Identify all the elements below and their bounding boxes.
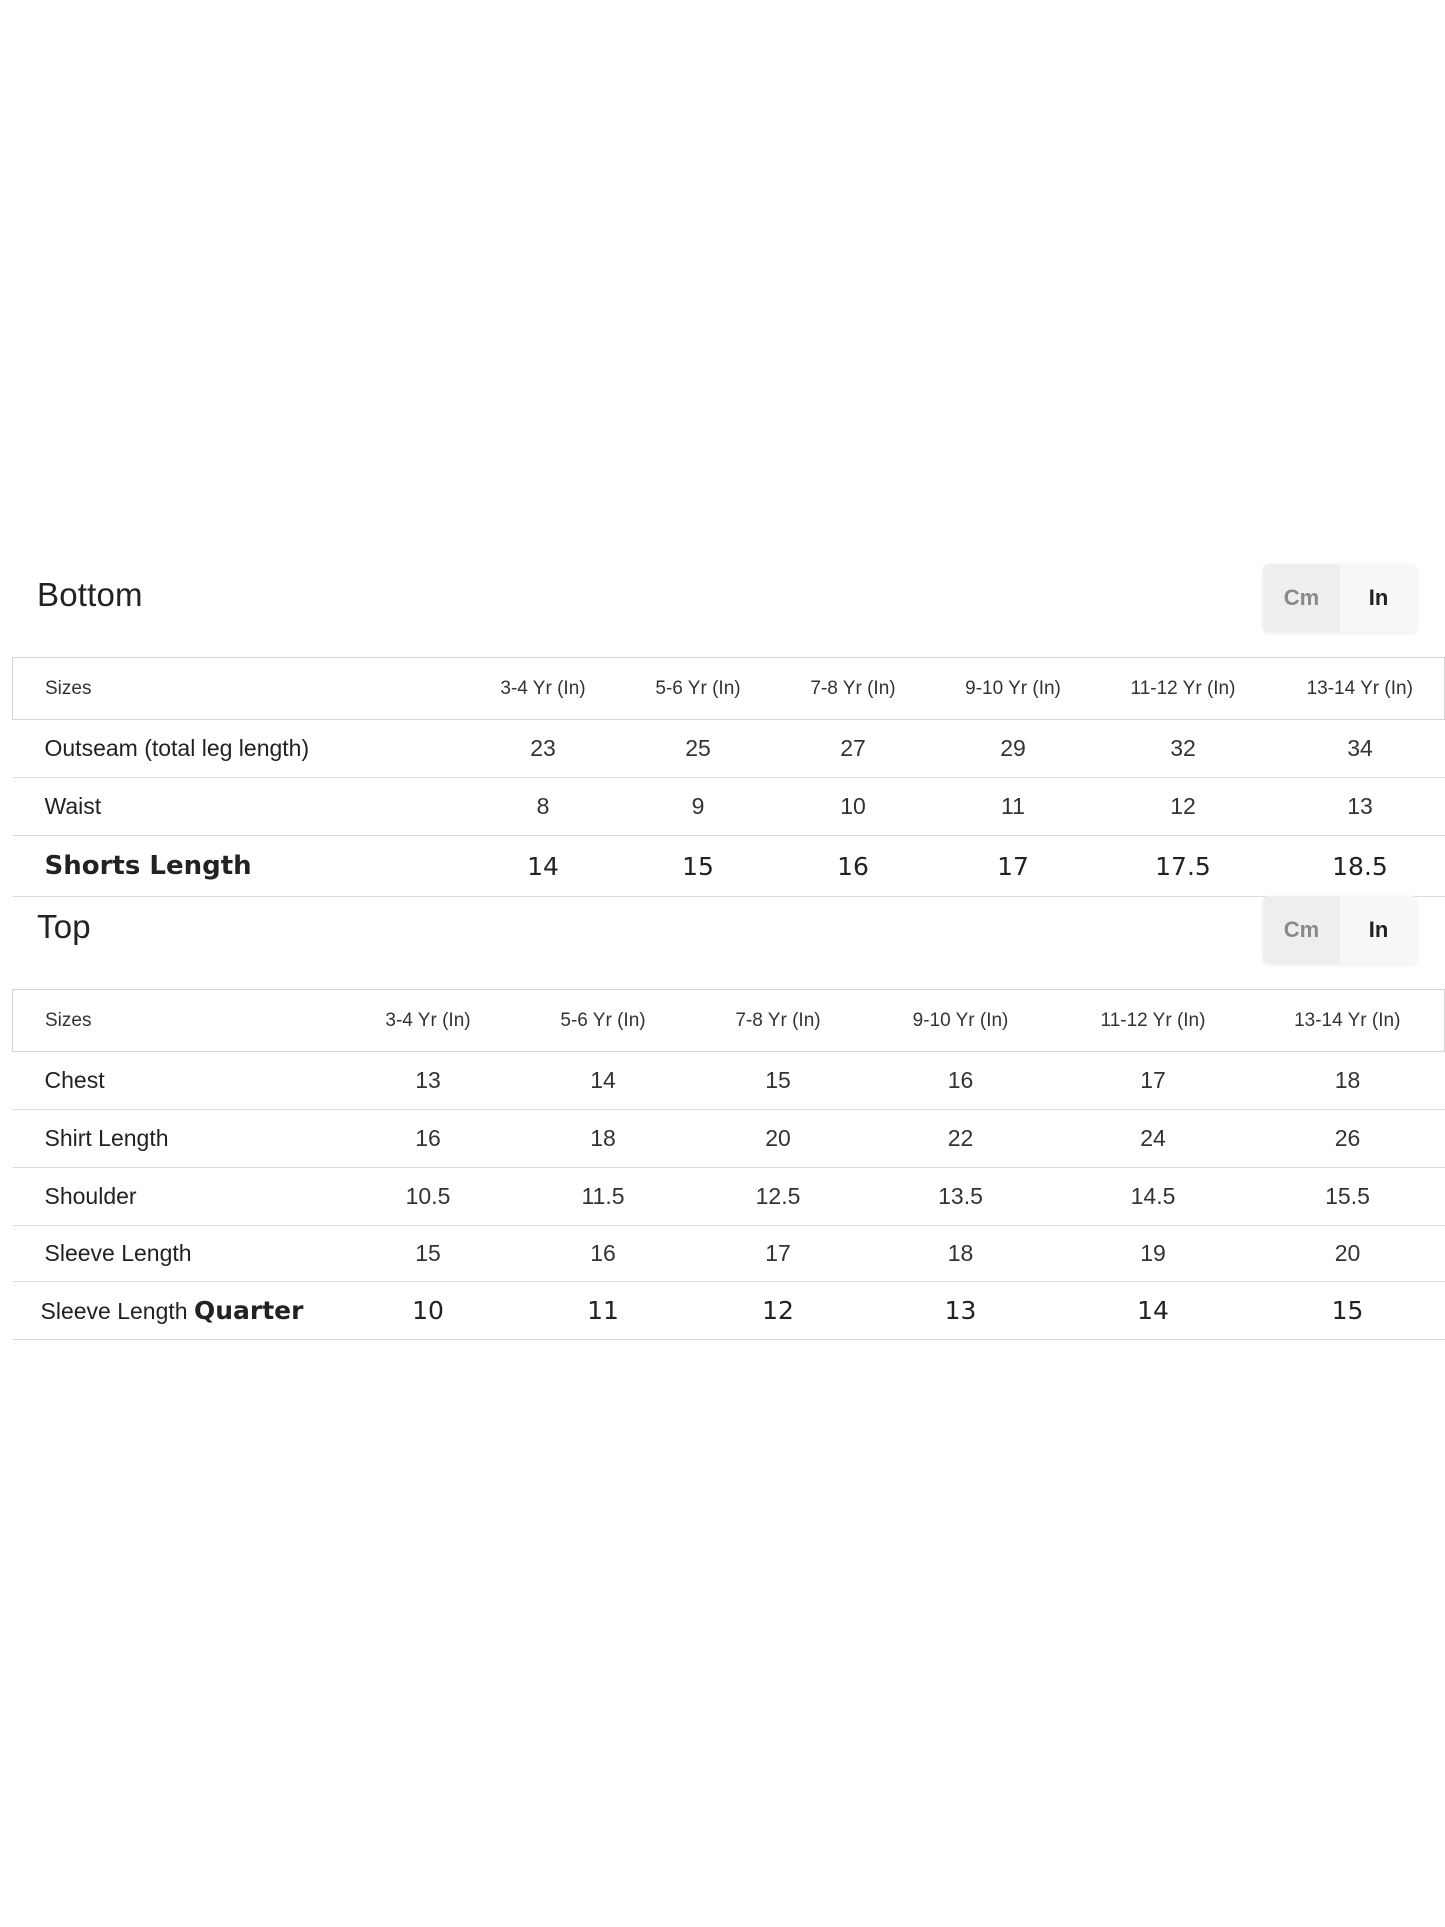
header-size-col: 3-4 Yr (In) bbox=[461, 658, 626, 720]
table-cell: 18.5 bbox=[1276, 836, 1445, 897]
bottom-unit-cm-option[interactable]: Cm bbox=[1263, 564, 1340, 632]
bottom-unit-in-option[interactable]: In bbox=[1340, 564, 1417, 632]
table-cell: 14 bbox=[461, 836, 626, 897]
header-size-col: 13-14 Yr (In) bbox=[1251, 990, 1445, 1052]
table-cell: 15 bbox=[691, 1052, 866, 1110]
header-size-col: 3-4 Yr (In) bbox=[341, 990, 516, 1052]
table-cell: 16 bbox=[516, 1226, 691, 1282]
top-unit-cm-option[interactable]: Cm bbox=[1263, 896, 1340, 964]
table-row bbox=[13, 1226, 1445, 1282]
table-cell: 8 bbox=[461, 778, 626, 836]
top-unit-in-option[interactable]: In bbox=[1340, 896, 1417, 964]
table-cell: 10 bbox=[771, 778, 936, 836]
header-size-col: 5-6 Yr (In) bbox=[626, 658, 771, 720]
table-cell: 17 bbox=[936, 836, 1091, 897]
table-cell: 17.5 bbox=[1091, 836, 1276, 897]
table-cell: 32 bbox=[1091, 720, 1276, 778]
header-size-col: 11-12 Yr (In) bbox=[1091, 658, 1276, 720]
table-row bbox=[13, 1168, 1445, 1226]
table-cell: 16 bbox=[341, 1110, 516, 1168]
table-cell: 13.5 bbox=[866, 1168, 1056, 1226]
table-cell: 25 bbox=[626, 720, 771, 778]
row-label: Waist bbox=[13, 778, 461, 836]
table-cell: 17 bbox=[691, 1226, 866, 1282]
table-cell: 24 bbox=[1056, 1110, 1251, 1168]
table-cell: 34 bbox=[1276, 720, 1445, 778]
top-unit-toggle[interactable] bbox=[1263, 896, 1417, 964]
bottom-size-table bbox=[12, 657, 1445, 897]
table-cell: 17 bbox=[1056, 1052, 1251, 1110]
table-cell: 15.5 bbox=[1251, 1168, 1445, 1226]
table-cell: 12.5 bbox=[691, 1168, 866, 1226]
table-cell: 23 bbox=[461, 720, 626, 778]
header-size-col: 9-10 Yr (In) bbox=[866, 990, 1056, 1052]
table-cell: 15 bbox=[1251, 1282, 1445, 1340]
row-label bbox=[13, 1282, 341, 1340]
table-row bbox=[13, 1052, 1445, 1110]
table-row bbox=[13, 836, 1445, 897]
table-row bbox=[13, 1282, 1445, 1340]
table-cell: 20 bbox=[691, 1110, 866, 1168]
table-cell: 27 bbox=[771, 720, 936, 778]
table-cell: 10 bbox=[341, 1282, 516, 1340]
table-cell: 11 bbox=[936, 778, 1091, 836]
table-cell: 29 bbox=[936, 720, 1091, 778]
header-sizes: Sizes bbox=[13, 990, 341, 1052]
row-label: Outseam (total leg length) bbox=[13, 720, 461, 778]
table-cell: 13 bbox=[341, 1052, 516, 1110]
row-label: Sleeve Length bbox=[13, 1226, 341, 1282]
table-cell: 13 bbox=[1276, 778, 1445, 836]
table-row bbox=[13, 1110, 1445, 1168]
top-size-table bbox=[12, 989, 1445, 1340]
header-size-col: 5-6 Yr (In) bbox=[516, 990, 691, 1052]
header-size-col: 9-10 Yr (In) bbox=[936, 658, 1091, 720]
table-cell: 16 bbox=[866, 1052, 1056, 1110]
row-label-text: Sleeve Length bbox=[40, 1298, 188, 1324]
table-cell: 14 bbox=[1056, 1282, 1251, 1340]
header-size-col: 7-8 Yr (In) bbox=[691, 990, 866, 1052]
table-row bbox=[13, 778, 1445, 836]
table-cell: 26 bbox=[1251, 1110, 1445, 1168]
table-cell: 18 bbox=[1251, 1052, 1445, 1110]
table-cell: 18 bbox=[866, 1226, 1056, 1282]
bottom-unit-toggle[interactable] bbox=[1263, 564, 1417, 632]
row-label: Chest bbox=[13, 1052, 341, 1110]
header-size-col: 7-8 Yr (In) bbox=[771, 658, 936, 720]
table-cell: 14.5 bbox=[1056, 1168, 1251, 1226]
table-cell: 16 bbox=[771, 836, 936, 897]
table-cell: 19 bbox=[1056, 1226, 1251, 1282]
row-label: Shirt Length bbox=[13, 1110, 341, 1168]
row-label: Shorts Length bbox=[13, 836, 461, 897]
header-size-col: 13-14 Yr (In) bbox=[1276, 658, 1445, 720]
table-row bbox=[13, 720, 1445, 778]
table-cell: 15 bbox=[626, 836, 771, 897]
table-cell: 22 bbox=[866, 1110, 1056, 1168]
header-sizes: Sizes bbox=[13, 658, 461, 720]
table-cell: 12 bbox=[1091, 778, 1276, 836]
table-cell: 14 bbox=[516, 1052, 691, 1110]
table-cell: 11.5 bbox=[516, 1168, 691, 1226]
table-cell: 12 bbox=[691, 1282, 866, 1340]
table-cell: 15 bbox=[341, 1226, 516, 1282]
table-cell: 13 bbox=[866, 1282, 1056, 1340]
table-cell: 10.5 bbox=[341, 1168, 516, 1226]
table-cell: 20 bbox=[1251, 1226, 1445, 1282]
bottom-section-title: Bottom bbox=[37, 576, 143, 613]
header-size-col: 11-12 Yr (In) bbox=[1056, 990, 1251, 1052]
row-label-suffix: Quarter bbox=[193, 1296, 304, 1325]
table-cell: 18 bbox=[516, 1110, 691, 1168]
table-cell: 9 bbox=[626, 778, 771, 836]
table-header-row bbox=[13, 990, 1445, 1052]
row-label: Shoulder bbox=[13, 1168, 341, 1226]
table-header-row bbox=[13, 658, 1445, 720]
table-cell: 11 bbox=[516, 1282, 691, 1340]
top-section-title: Top bbox=[37, 908, 91, 945]
